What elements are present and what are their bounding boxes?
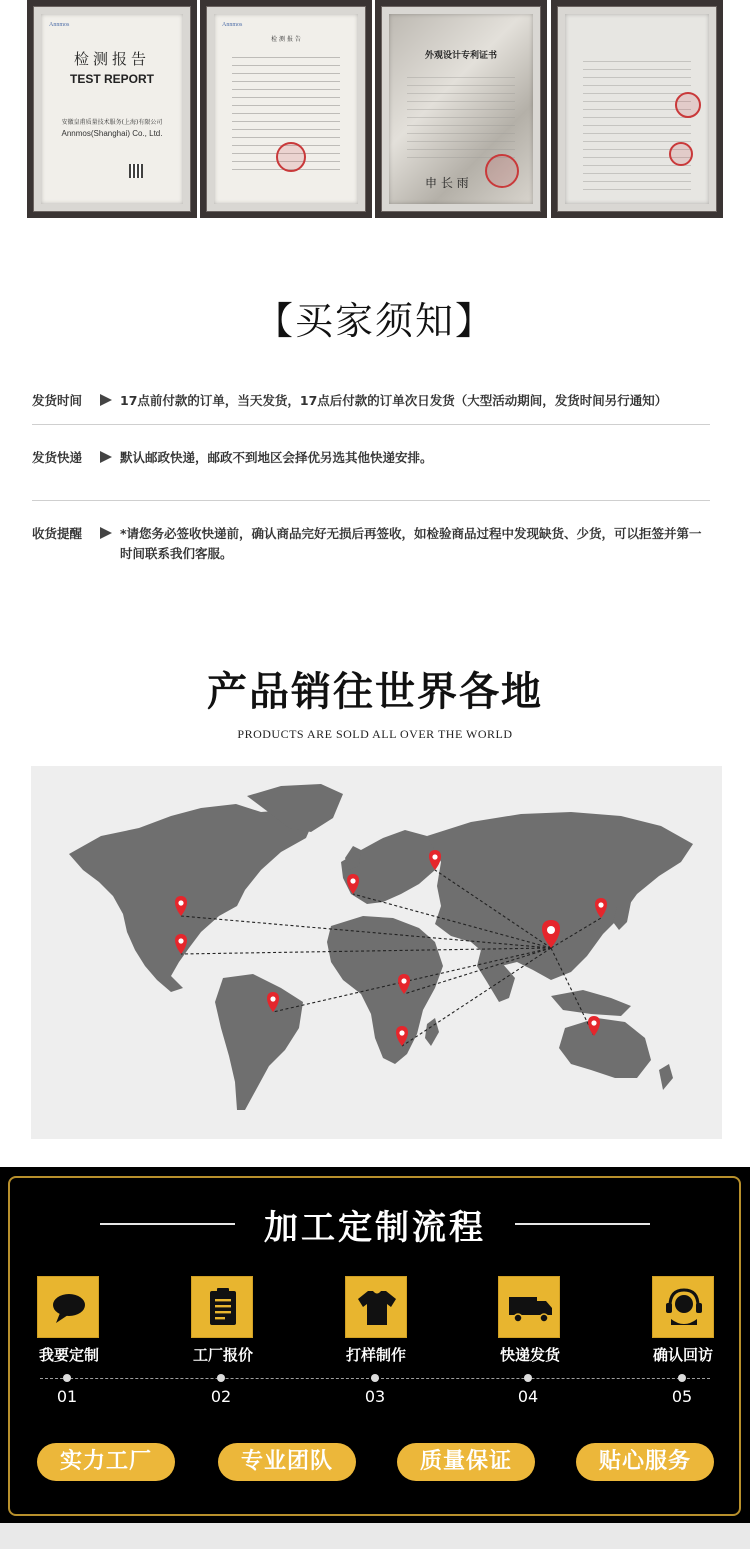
certificate-patent [375,0,547,218]
certificate-header: 检 测 报 告 [271,36,301,43]
notice-row-courier [32,448,712,468]
continent-africa [327,916,443,1064]
clipboard-icon [192,1277,254,1339]
red-seal-icon [675,92,701,118]
continent-australia [559,1018,651,1078]
timeline-dot [524,1374,532,1382]
continent-north-america [69,804,313,992]
divider [32,500,710,501]
certificate-company-cn: 安徽皇甫质量技术服务(上海)有限公司 [61,119,163,126]
notice-text: 默认邮政快递，邮政不到地区会择优另选其他快递安排。 [120,450,433,465]
timeline-dot [63,1374,71,1382]
step-number: 03 [364,1387,386,1406]
notice-row-receipt [32,524,712,564]
red-seal-icon [485,154,519,188]
islands-southeast-asia [551,990,631,1016]
arrow-right-icon [100,451,112,463]
certificate-title-en: TEST REPORT [69,72,154,86]
patent-signature: 申 长 雨 [425,176,469,190]
badge-caring-service: 贴心服务 [576,1443,714,1481]
notice-label: 发货时间 [32,393,83,408]
world-subtitle: PRODUCTS ARE SOLD ALL OVER THE WORLD [237,727,513,741]
qr-code-icon [129,164,143,178]
timeline-dot [678,1374,686,1382]
truck-icon [499,1277,561,1339]
step-label: 工厂报价 [192,1346,253,1364]
notice-title: 【买家须知】 [254,299,495,343]
continent-south-america [215,974,303,1110]
process-title: 加工定制流程 [264,1208,486,1248]
step-label: 打样制作 [345,1346,406,1364]
certificate-company-en: Annmos(Shanghai) Co., Ltd. [61,129,163,138]
divider [32,424,710,425]
notice-row-shipping-time [32,391,712,411]
red-seal-icon [276,142,306,172]
step-label: 快递发货 [499,1346,560,1364]
step-number: 04 [517,1387,539,1406]
step-number: 02 [210,1387,232,1406]
patent-title: 外观设计专利证书 [424,51,497,61]
notice-text: 17点前付款的订单，当天发货，17点后付款的订单次日发货（大型活动期间，发货时间另行通知） [120,393,668,408]
badge-professional-team: 专业团队 [218,1443,356,1481]
world-title: 产品销往世界各地 [207,668,543,715]
island-new-zealand [659,1064,673,1090]
certificate-logo: Annmos [49,22,70,28]
timeline-dot [217,1374,225,1382]
red-seal-icon [669,142,693,166]
arrow-right-icon [100,527,112,539]
tshirt-icon [346,1277,408,1339]
step-label: 我要定制 [38,1346,99,1364]
notice-label: 收货提醒 [32,526,83,541]
notice-text: *请您务必签收快递前，确认商品完好无损后再签收，如检验商品过程中发现缺货、少货，可以拒签并第一时间联系我们客服。 [120,526,702,561]
chat-bubble-icon [38,1277,100,1339]
step-number: 01 [56,1387,78,1406]
notice-label: 发货快递 [32,450,83,465]
timeline-dot [371,1374,379,1382]
certificate-test-report [27,0,197,218]
headset-icon [653,1277,715,1339]
step-label: 确认回访 [652,1346,713,1364]
world-map-svg [31,766,722,1139]
certificate-text-lines [407,70,515,160]
continent-asia [427,812,693,980]
arrow-right-icon [100,394,112,406]
badge-quality-assurance: 质量保证 [397,1443,535,1481]
island-madagascar [425,1018,439,1046]
certificate-title-cn: 检测报告 [73,50,150,68]
bottom-strip [0,1523,750,1549]
certificate-gallery [0,0,750,225]
step-number: 05 [671,1387,693,1406]
certificate-logo: Annmos [222,22,243,28]
world-map [31,766,722,1139]
continents [69,784,693,1110]
certificate-quality [551,0,723,218]
certificate-text-lines [583,54,691,194]
badge-strong-factory: 实力工厂 [37,1443,175,1481]
certificate-report-detail [200,0,372,218]
